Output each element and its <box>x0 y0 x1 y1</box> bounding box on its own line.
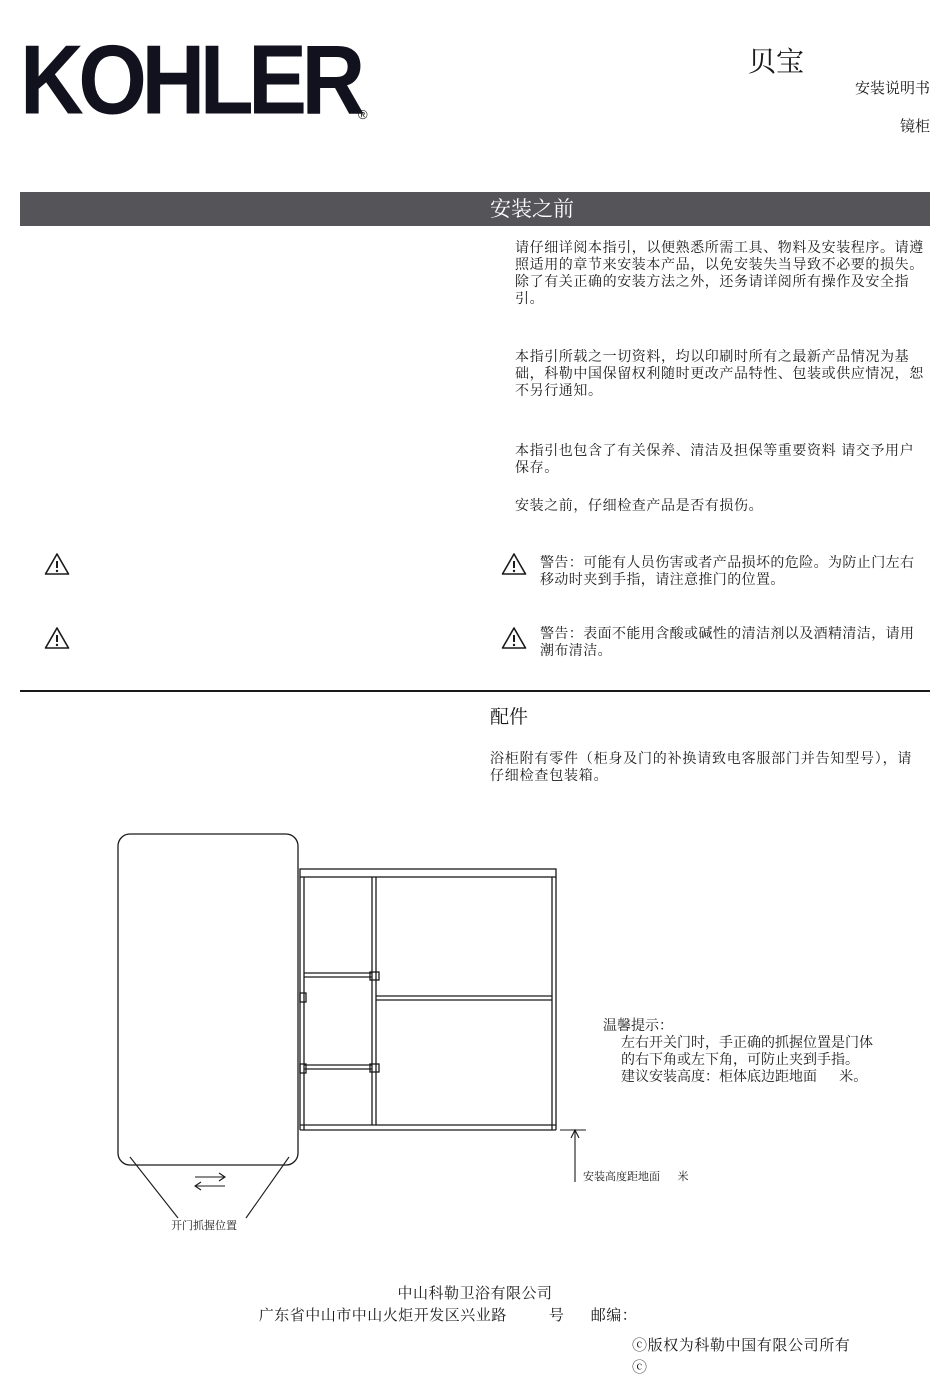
warning-icon <box>44 626 70 650</box>
copyright-symbol: ⓒ <box>632 1358 648 1376</box>
height-dimension-label: 安装高度距地面 米 <box>583 1170 689 1183</box>
section-header-bar <box>20 192 930 226</box>
section-title-before: 安装之前 <box>490 197 574 221</box>
tip-title: 温馨提示： <box>603 1018 673 1034</box>
warning-text-cleaning: 警告：表面不能用含酸或碱性的清洁剂以及酒精清洁，请用潮布清洁。 <box>540 626 915 659</box>
warning-text-finger: 警告：可能有人员伤害或者产品损坏的危险。为防止门左右移动时夹到手指，请注意推门的位置。 <box>540 555 915 588</box>
parts-paragraph: 浴柜附有零件（柜身及门的补换请致电客服部门并告知型号），请仔细检查包装箱。 <box>490 751 913 784</box>
care-paragraph: 本指引也包含了有关保养、清洁及担保等重要资料 请交予用户保存。 <box>515 443 915 476</box>
tip-line: 左右开关门时，手正确的抓握位置是门体 <box>621 1035 873 1051</box>
footer-company: 中山科勒卫浴有限公司 <box>397 1284 553 1302</box>
section-title-parts: 配件 <box>490 706 529 728</box>
inspect-paragraph: 安装之前，仔细检查产品是否有损伤。 <box>515 498 764 514</box>
grip-position-label: 开门抓握位置 <box>171 1219 237 1232</box>
doc-type: 安装说明书 <box>854 79 930 97</box>
footer-address: 广东省中山市中山火炬开发区兴业路 号 邮编： <box>258 1306 638 1324</box>
kohler-logo: KOHLER <box>20 25 360 136</box>
registered-mark: ® <box>358 107 368 122</box>
copyright-notice: ⓒ版权为科勒中国有限公司所有 <box>632 1336 851 1354</box>
section-divider <box>20 690 930 692</box>
intro-paragraph: 请仔细详阅本指引，以便熟悉所需工具、物料及安装程序。请遵照适用的章节来安装本产品，以免安装失当导致不必要的损失。除了有关正确的安装方法之外，还务请详阅所有操作及安全指引。 <box>515 240 924 307</box>
product-category: 镜柜 <box>899 117 930 135</box>
warning-icon <box>44 552 70 576</box>
disclaimer-paragraph: 本指引所载之一切资料，均以印刷时所有之最新产品情况为基础，科勒中国保留权利随时更改产品特性、包装或供应情况，恕不另行通知。 <box>515 349 924 399</box>
warning-icon <box>501 552 527 576</box>
tip-box <box>603 1018 873 1086</box>
product-name: 贝宝 <box>747 45 804 78</box>
warning-icon <box>501 626 527 650</box>
tip-line: 建议安装高度：柜体底边距地面 米。 <box>621 1069 868 1085</box>
tip-line: 的右下角或左下角，可防止夹到手指。 <box>621 1052 859 1068</box>
